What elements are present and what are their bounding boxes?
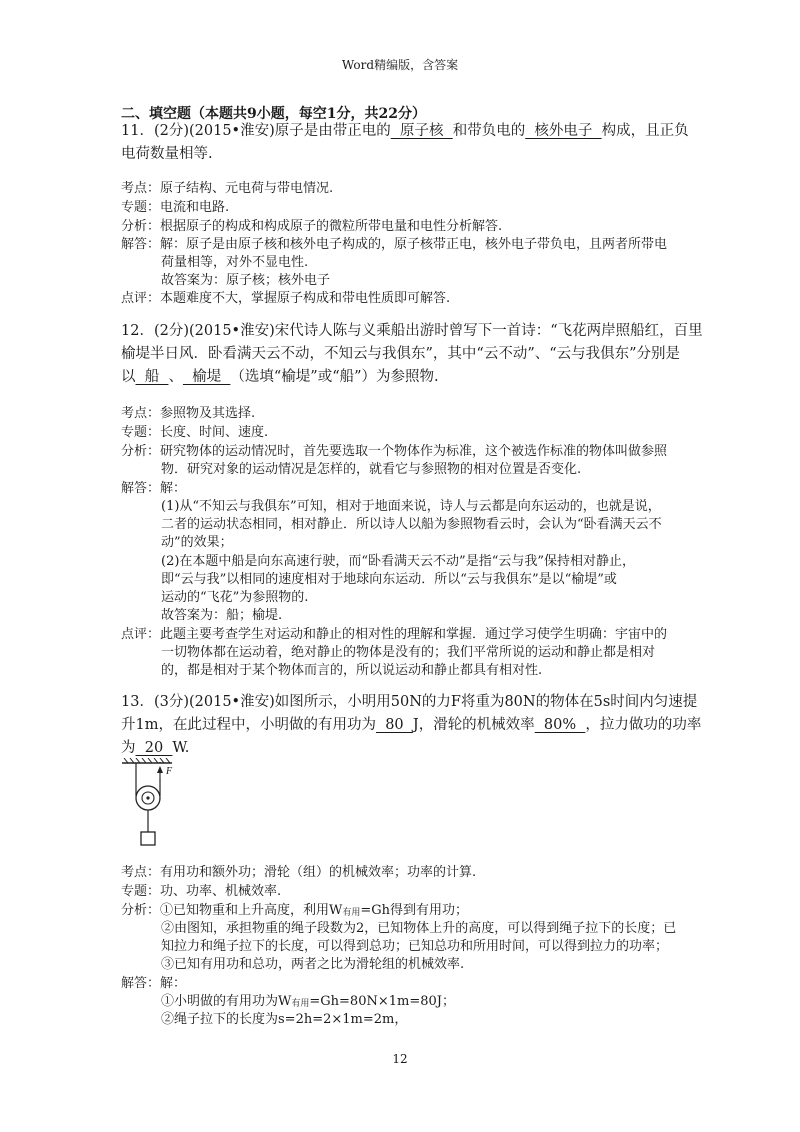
q12-zhuanti: 专题：长度、时间、速度. xyxy=(121,425,269,440)
q11-answer-blank-2: 核外电子 xyxy=(525,123,602,139)
pulley-figure xyxy=(120,758,190,854)
force-arrow xyxy=(157,766,163,778)
section-title: 二、填空题（本题共9小题，每空1分，共22分） xyxy=(121,106,426,122)
rope xyxy=(136,762,160,796)
q11-text: 构成，且正负 xyxy=(601,123,689,139)
q11-text: 和带负电的 xyxy=(452,123,526,139)
q12-dianping-1: 点评：此题主要考查学生对运动和静止的相对性的理解和掌握．通过学习使学生明确：宇宙中的 xyxy=(121,627,668,642)
q13-fenxi-4: ③已知有用功和总功，两者之比为滑轮组的机械效率. xyxy=(161,957,465,972)
q13-fenxi-3: 知拉力和绳子拉下的长度，可以得到总功；已知总功和所用时间，可以得到拉力的功率； xyxy=(161,939,669,954)
q13-kaodian: 考点：有用功和额外功；滑轮（组）的机械效率；功率的计算. xyxy=(121,865,477,880)
q11-jieda-3: 故答案为：原子核；核外电子 xyxy=(161,273,331,288)
q12-line-2: 榆堤半日风．卧看满天云不动，不知云与我俱东”，其中“云不动”、“云与我俱东”分别是 xyxy=(121,346,681,362)
q12-dianping-2: 一切物体都在运动着，绝对静止的物体是没有的；我们平常所说的运动和静止都是相对 xyxy=(161,645,656,660)
q13-text: W. xyxy=(172,740,190,756)
q13-jieda-text: ①小明做的有用功为W xyxy=(161,994,292,1009)
q11-jieda-2: 荷量相等，对外不显电性. xyxy=(161,255,309,270)
movable-pulley xyxy=(136,786,160,832)
q13-text: ，拉力做功的功率 xyxy=(585,717,702,733)
q11-answer-blank-1: 原子核 xyxy=(390,123,453,139)
q13-fenxi-text: =Gh得到有用功； xyxy=(360,903,469,918)
q12-kaodian: 考点：参照物及其选择. xyxy=(121,406,256,421)
force-label: F xyxy=(166,766,173,777)
q12-jieda-0: 解答：解： xyxy=(121,481,187,496)
q11-line-1 xyxy=(121,120,689,143)
q13-jieda-2: ②绳子拉下的长度为s=2h=2×1m=2m， xyxy=(161,1012,408,1027)
q11-jieda-1: 解答：解：原子是由原子核和核外电子构成的，原子核带正电，核外电子带负电，且两者所带电 xyxy=(121,237,668,252)
q13-line-2 xyxy=(121,714,701,737)
subscript: 有用 xyxy=(342,908,361,918)
q11-text: 11．(2分)(2015•淮安)原子是由带正电的 xyxy=(121,123,391,139)
q12-jieda-2: 二者的运动状态相同，相对静止．所以诗人以船为参照物看云时，会认为“卧看满天云不 xyxy=(161,517,662,532)
q11-fenxi: 分析：根据原子的构成和构成原子的微粒所带电量和电性分析解答. xyxy=(121,219,503,234)
q13-jieda-text: =Gh=80N×1m=80J； xyxy=(309,994,455,1009)
q13-zhuanti: 专题：功、功率、机械效率. xyxy=(121,884,282,899)
q13-fenxi-2: ②由图知，承担物重的绳子段数为2，已知物体上升的高度，可以得到绳子拉下的长度；已 xyxy=(161,921,677,936)
q12-fenxi-1: 分析：研究物体的运动情况时，首先要选取一个物体作为标准，这个被选作标准的物体叫做参照 xyxy=(121,444,668,459)
subscript: 有用 xyxy=(291,999,310,1009)
q13-text: 升1m，在此过程中，小明做的有用功为 xyxy=(121,717,376,733)
q12-jieda-1: (1)从“不知云与我俱东”可知，相对于地面来说，诗人与云都是向东运动的，也就是说， xyxy=(161,499,661,514)
q13-line-3 xyxy=(121,737,189,760)
page-header: Word精编版，含答案 xyxy=(341,58,459,72)
q13-jieda-0: 解答：解： xyxy=(121,976,187,991)
q13-answer-blank-1: 80 xyxy=(375,717,413,733)
q12-line-1: 12．(2分)(2015•淮安)宋代诗人陈与义乘船出游时曾写下一首诗：“飞花两岸照船红，百里 xyxy=(121,323,703,339)
q13-answer-blank-2: 80% xyxy=(534,717,586,733)
q12-text: （选填“榆堤”或“船”）为参照物. xyxy=(230,369,439,385)
load-block xyxy=(141,832,155,845)
q13-answer-blank-3: 20 xyxy=(135,740,173,756)
q12-line-3 xyxy=(121,366,439,389)
q13-fenxi-text: 分析：①已知物重和上升高度，利用W xyxy=(121,903,343,918)
q12-fenxi-2: 物．研究对象的运动情况是怎样的，就看它与参照物的相对位置是否变化. xyxy=(161,462,582,477)
q12-answer-blank-1: 船 xyxy=(135,369,169,385)
q13-line-1: 13．(3分)(2015•淮安)如图所示，小明用50N的力F将重为80N的物体在5s时间内匀速提 xyxy=(121,694,698,710)
q11-kaodian: 考点：原子结构、元电荷与带电情况. xyxy=(121,181,334,196)
ceiling xyxy=(122,758,172,763)
q12-jieda-6: 运动的“飞花”为参照物的. xyxy=(161,590,309,605)
q12-jieda-7: 故答案为：船；榆堤. xyxy=(161,608,283,623)
page-number: 12 xyxy=(392,1052,408,1066)
q11-dianping: 点评：本题难度不大，掌握原子构成和带电性质即可解答. xyxy=(121,291,451,306)
q12-answer-blank-2: 榆堤 xyxy=(182,369,231,385)
q12-dianping-3: 的，都是相对于某个物体而言的，所以说运动和静止都具有相对性. xyxy=(161,663,543,678)
q12-jieda-3: 动”的效果； xyxy=(161,535,233,550)
q11-zhuanti: 专题：电流和电路. xyxy=(121,200,230,215)
q13-text: 为 xyxy=(121,740,136,756)
q12-text: 以 xyxy=(121,369,136,385)
q12-jieda-5: 即“云与我”以相同的速度相对于地球向东运动．所以“云与我俱东”是以“榆堤”或 xyxy=(161,572,617,587)
q11-line-2: 电荷数量相等. xyxy=(121,146,213,162)
q12-text: 、 xyxy=(168,369,183,385)
q12-jieda-4: (2)在本题中船是向东高速行驶，而“卧看满天云不动”是指“云与我”保持相对静止， xyxy=(161,554,635,569)
q13-text: J，滑轮的机械效率 xyxy=(412,717,535,733)
